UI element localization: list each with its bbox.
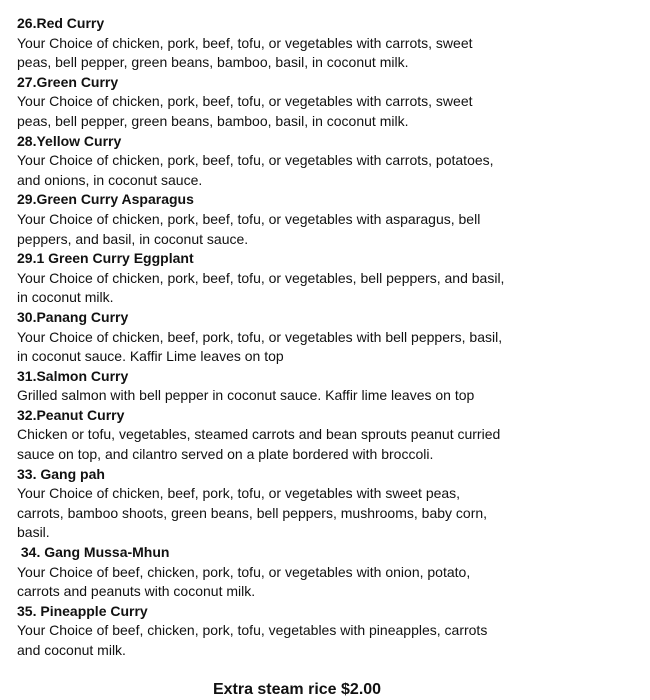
menu-item-green-curry-asparagus: [17, 190, 637, 249]
curry-menu: [17, 14, 637, 661]
menu-item-panang-curry: [17, 308, 637, 367]
item-description: Grilled salmon with bell pepper in coconut sauce. Kaffir lime leaves on top: [17, 387, 475, 404]
menu-item-red-curry: [17, 14, 637, 73]
item-title: 32.Peanut Curry: [17, 406, 125, 423]
item-description: Your Choice of chicken, pork, beef, tofu, or vegetables, bell peppers, and basil, in coconut milk.: [17, 269, 505, 306]
item-title: 26.Red Curry: [17, 15, 105, 31]
menu-item-green-curry: [17, 73, 637, 132]
item-description: Your Choice of chicken, beef, pork, tofu, or vegetables with sweet peas, carrots, bamboo shoots, green beans, bell peppers, mushrooms, baby corn, basil.: [17, 485, 488, 541]
item-description: Your Choice of chicken, pork, beef, tofu, or vegetables with carrots, potatoes, and onions, in coconut sauce.: [17, 152, 494, 188]
menu-item-pineapple-curry: [17, 602, 637, 661]
menu-item-peanut-curry: [17, 406, 637, 465]
item-description: Your Choice of chicken, pork, beef, tofu, or vegetables with carrots, sweet peas, bell pepper, green beans, bamboo, basil, in coconut milk.: [17, 34, 473, 71]
item-description: Your Choice of beef, chicken, pork, tofu, vegetables with pineapples, carrots and coconut milk.: [17, 622, 488, 658]
item-title: 34. Gang Mussa-Mhun: [17, 544, 170, 561]
item-description: Your Choice of beef, chicken, pork, tofu, or vegetables with onion, potato, carrots and peanuts with coconut milk.: [17, 563, 471, 600]
item-description: Your Choice of chicken, beef, pork, tofu, or vegetables with bell peppers, basil, in coconut sauce. Kaffir Lime leaves on top: [17, 328, 503, 365]
item-title: 27.Green Curry: [17, 73, 119, 90]
menu-item-yellow-curry: [17, 132, 637, 191]
item-description: Your Choice of chicken, pork, beef, tofu, or vegetables with carrots, sweet peas, bell pepper, green beans, bamboo, basil, in coconut milk.: [17, 93, 473, 129]
menu-item-salmon-curry: [17, 367, 637, 406]
menu-item-green-curry-eggplant: [17, 249, 637, 308]
item-description: Chicken or tofu, vegetables, steamed carrots and bean sprouts peanut curried sauce on top, and cilantro served on a plate bordered with broccoli.: [17, 426, 501, 463]
extra-rice-note: Extra steam rice $2.00: [212, 681, 382, 698]
item-title: 31.Salmon Curry: [17, 367, 129, 384]
menu-item-gang-mussa-mhun: [17, 543, 637, 602]
item-title: 30.Panang Curry: [17, 308, 129, 325]
item-title: 29.Green Curry Asparagus: [17, 191, 194, 208]
item-title: 35. Pineapple Curry: [17, 602, 148, 619]
item-title: 29.1 Green Curry Eggplant: [17, 250, 194, 267]
item-title: 28.Yellow Curry: [17, 132, 122, 149]
item-description: Your Choice of chicken, pork, beef, tofu, or vegetables with asparagus, bell peppers, and basil, in coconut sauce.: [17, 210, 481, 247]
menu-item-gang-pah: [17, 465, 637, 543]
item-title: 33. Gang pah: [17, 465, 105, 482]
